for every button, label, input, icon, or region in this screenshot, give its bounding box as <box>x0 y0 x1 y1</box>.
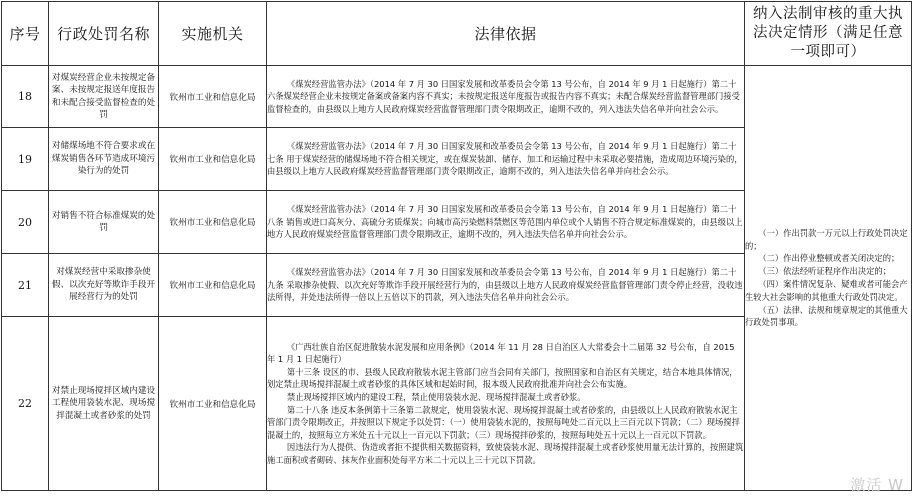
table-row <box>2 66 912 128</box>
legal-basis-paragraph: 因违法行为人提供、伪造或者拒不提供相关数据资料，致使袋装水泥、现场搅拌混凝土或者砂浆使用量无法计算的，按照建筑施工面积或者砌砖、抹灰作业面积处每平方米二十元以上三十元以下罚款。 <box>267 442 744 465</box>
row-seq: 19 <box>2 128 49 191</box>
row-penalty-name: 对储煤场地不符合要求或在煤炭销售各环节造成环境污染行为的处罚 <box>49 128 159 191</box>
header-seq: 序号 <box>2 2 49 66</box>
penalty-table <box>1 1 912 491</box>
condition-item: （一）作出罚款一万元以上行政处罚决定的； <box>745 227 908 251</box>
legal-basis-paragraph: 《煤炭经营监管办法》（2014 年 7 月 30 日国家发展和改革委员会令第 13 号公布，自 2014 年 9 月 1 日起施行）第二十九条 采取掺杂使假、以次充好等欺诈手段开展经营行为的，由县级以上地方人民政府煤炭经营监督管理部门责令停止经营，没收违法所得，并处违法所得一倍以上五倍以下的罚款，列入违法失信名单并向社会公示。 <box>267 267 743 303</box>
row-legal-basis <box>267 128 745 191</box>
condition-item: （四）案件情况复杂、疑难或者可能会产生较大社会影响的其他重大行政处罚决定。 <box>745 279 908 302</box>
header-penalty-name: 行政处罚名称 <box>49 2 159 66</box>
row-seq: 21 <box>2 254 49 317</box>
header-legal-basis: 法律依据 <box>267 2 745 66</box>
row-agency: 钦州市工业和信息化局 <box>159 317 267 491</box>
row-agency: 钦州市工业和信息化局 <box>159 191 267 254</box>
row-penalty-name: 对煤炭经营企业未按规定备案、未按规定报送年度报告和未配合接受监督检查的处罚 <box>49 66 159 128</box>
row-agency: 钦州市工业和信息化局 <box>159 66 267 128</box>
row-seq: 18 <box>2 66 49 128</box>
row-legal-basis <box>267 66 745 128</box>
row-legal-basis <box>267 254 745 317</box>
condition-item: （五）法律、法规和规章规定的其他重大行政处罚事项。 <box>745 304 908 328</box>
header-agency: 实施机关 <box>159 2 267 66</box>
row-agency: 钦州市工业和信息化局 <box>159 254 267 317</box>
legal-basis-paragraph: 《广西壮族自治区促进散装水泥发展和应用条例》（2014 年 11 月 28 日自治区人大常委会十二届第 32 号公布，自 2015 年 1 月 1 日起施行） <box>267 341 735 365</box>
legal-basis-paragraph: 《煤炭经营监管办法》（2014 年 7 月 30 日国家发展和改革委员会令第 13 号公布，自 2014 年 9 月 1 日起施行）第二十八条 销售或进口高灰分、高硫分劣质煤炭；向城市高污染燃料禁燃区等范围内单位或个人销售不符合规定标准煤炭的，由县级以上地方人民政府煤炭经营监督管理部门责令限期改正，逾期不改的，列入违法失信名单并向社会公示。 <box>267 204 743 240</box>
row-seq: 22 <box>2 317 49 491</box>
row-seq: 20 <box>2 191 49 254</box>
row-agency: 钦州市工业和信息化局 <box>159 128 267 191</box>
legal-basis-paragraph: 第二十八条 违反本条例第十三条第二款规定，使用袋装水泥、现场搅拌混凝土或者砂浆的，由县级以上人民政府散装水泥主管部门责令限期改正，并按照以下规定予以处罚：（一）使用袋装水泥的，按照每吨处二百元以上三百元以下罚款；（二）现场搅拌混凝土的，按照每立方米处五十元以上一百元以下罚款；（三）现场搅拌砂浆的，按照每吨处五十元以上一百元以下罚款。 <box>267 404 740 440</box>
legal-basis-paragraph: 禁止现场搅拌区域内的建设工程，禁止使用袋装水泥、现场搅拌混凝土或者砂浆。 <box>286 391 586 402</box>
legal-basis-paragraph: 《煤炭经营监管办法》（2014 年 7 月 30 日国家发展和改革委员会令第 13 号公布，自 2014 年 9 月 1 日起施行）第二十六条煤炭经营企业未按规定备案或备案内容不真实；未按规定报送年度报告或报告内容不真实；未配合煤炭经营监督管理部门接受监督检查的，由县级以上地方人民政府煤炭经营监督管理部门责令限期改正，逾期不改的，列入违法失信名单并向社会公示。 <box>267 78 740 114</box>
row-penalty-name: 对禁止现场搅拌区域内建设工程使用袋装水泥、现场搅拌混凝土或者砂浆的处罚 <box>49 317 159 491</box>
condition-item: （三）依法经听证程序作出决定的； <box>758 266 892 277</box>
header-review-conditions: 纳入法制审核的重大执法决定情形（满足任意一项即可） <box>745 2 912 66</box>
row-penalty-name: 对煤炭经营中采取掺杂使假、以次充好等欺诈手段开展经营行为的处罚 <box>49 254 159 317</box>
row-penalty-name: 对销售不符合标准煤炭的处罚 <box>49 191 159 254</box>
row-legal-basis <box>267 317 745 491</box>
legal-basis-paragraph: 第十三条 设区的市、县级人民政府散装水泥主管部门应当会同有关部门，按照国家和自治区有关规定，结合本地具体情况，划定禁止现场搅拌混凝土或者砂浆的具体区域和起始时间，报本级人民政府批准并向社会公布实施。 <box>267 366 738 390</box>
review-conditions-cell <box>745 66 912 491</box>
header-row <box>2 2 912 66</box>
condition-item: （二）作出停业整顿或者关闭决定的； <box>758 253 900 264</box>
row-legal-basis <box>267 191 745 254</box>
legal-basis-paragraph: 《煤炭经营监管办法》（2014 年 7 月 30 日国家发展和改革委员会令第 13 号公布，自 2014 年 9 月 1 日起施行）第二十七条 用于煤炭经营的储煤场地不符合相关规定，或在煤炭装卸、储存、加工和运输过程中未采取必要措施，造成周边环境污染的，由县级以上地方人民政府煤炭经营监督管理部门责令限期改正，逾期不改的，列入违法失信名单并向社会公示。 <box>267 141 743 177</box>
activation-watermark: 激活 W <box>850 476 904 494</box>
